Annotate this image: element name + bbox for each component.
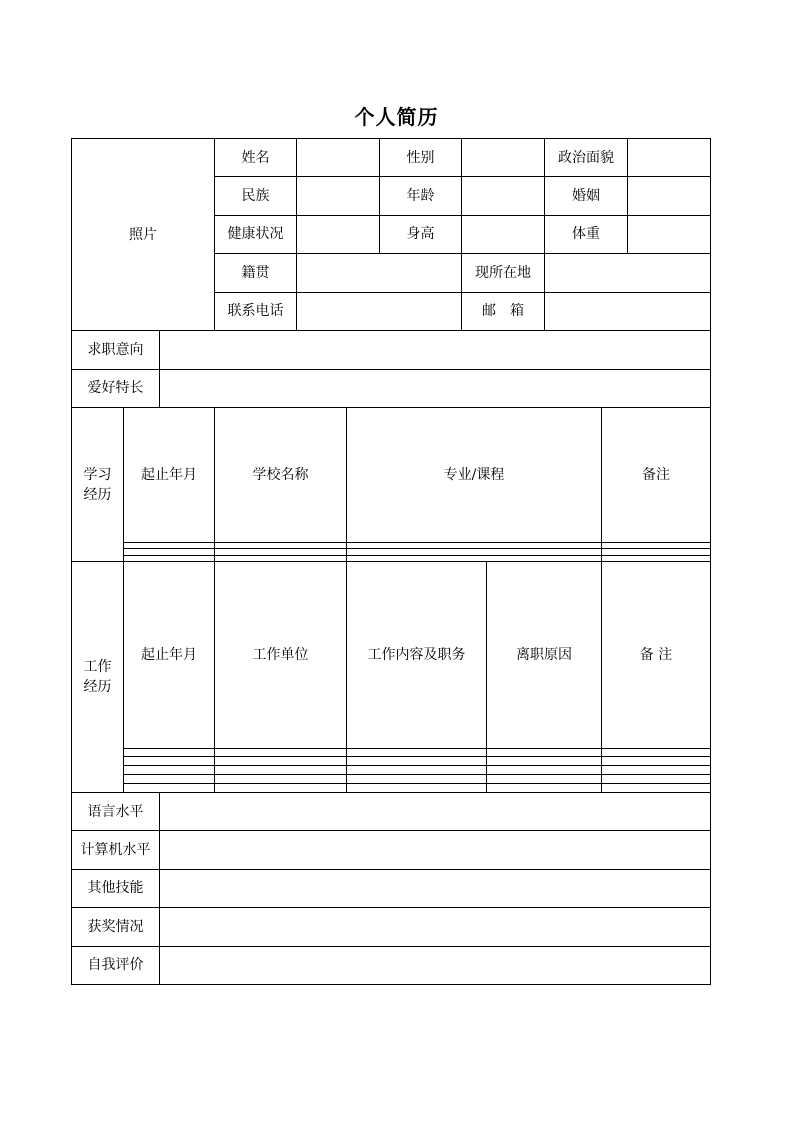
- ethnicity-field[interactable]: [297, 177, 380, 215]
- work-period-cell[interactable]: [124, 757, 215, 766]
- table-row: [72, 757, 711, 766]
- edu-header-notes: 备注: [602, 408, 711, 543]
- work-leave-reason-cell[interactable]: [487, 774, 602, 783]
- table-row: [72, 774, 711, 783]
- awards-field[interactable]: [160, 908, 711, 946]
- name-label: 姓名: [215, 139, 297, 177]
- marital-label: 婚姻: [545, 177, 628, 215]
- work-period-cell[interactable]: [124, 774, 215, 783]
- work-header-period: 起止年月: [124, 562, 215, 749]
- work-company-cell[interactable]: [215, 748, 347, 757]
- age-label: 年龄: [380, 177, 462, 215]
- marital-field[interactable]: [628, 177, 711, 215]
- hobbies-field[interactable]: [160, 369, 711, 408]
- awards-label: 获奖情况: [72, 908, 160, 946]
- ethnicity-label: 民族: [215, 177, 297, 215]
- gender-field[interactable]: [462, 139, 545, 177]
- work-table: [71, 561, 711, 793]
- work-period-cell[interactable]: [124, 766, 215, 775]
- age-field[interactable]: [462, 177, 545, 215]
- residence-label: 现所在地: [462, 254, 545, 292]
- work-notes-cell[interactable]: [602, 766, 711, 775]
- intent-table: [71, 330, 711, 408]
- page-title: 个人简历: [354, 105, 439, 129]
- work-company-cell[interactable]: [215, 766, 347, 775]
- self-eval-label: 自我评价: [72, 946, 160, 984]
- work-notes-cell[interactable]: [602, 774, 711, 783]
- computer-field[interactable]: [160, 831, 711, 869]
- name-field[interactable]: [297, 139, 380, 177]
- work-company-cell[interactable]: [215, 774, 347, 783]
- work-duties-cell[interactable]: [347, 757, 487, 766]
- work-header-company: 工作单位: [215, 562, 347, 749]
- height-field[interactable]: [462, 215, 545, 253]
- phone-label: 联系电话: [215, 292, 297, 330]
- work-duties-cell[interactable]: [347, 774, 487, 783]
- edu-header-period: 起止年月: [124, 408, 215, 543]
- political-label: 政治面貌: [545, 139, 628, 177]
- job-intent-label: 求职意向: [72, 331, 160, 370]
- table-row: [72, 766, 711, 775]
- self-eval-field[interactable]: [160, 946, 711, 984]
- other-skills-label: 其他技能: [72, 869, 160, 907]
- native-label: 籍贯: [215, 254, 297, 292]
- height-label: 身高: [380, 215, 462, 253]
- table-row: [72, 748, 711, 757]
- extra-table: [71, 792, 711, 985]
- email-field[interactable]: [545, 292, 711, 330]
- gender-label: 性别: [380, 139, 462, 177]
- residence-field[interactable]: [545, 254, 711, 292]
- native-field[interactable]: [297, 254, 462, 292]
- work-leave-reason-cell[interactable]: [487, 766, 602, 775]
- language-label: 语言水平: [72, 793, 160, 831]
- job-intent-field[interactable]: [160, 331, 711, 370]
- other-skills-field[interactable]: [160, 869, 711, 907]
- basic-info-table: [71, 138, 711, 331]
- email-label: 邮 箱: [462, 292, 545, 330]
- work-label-line2: 经历: [83, 679, 112, 695]
- work-label-line1: 工作: [83, 659, 112, 675]
- work-header-duties: 工作内容及职务: [347, 562, 487, 749]
- photo-cell[interactable]: 照片: [72, 139, 215, 331]
- education-label-line2: 经历: [83, 486, 112, 503]
- education-section-label: [72, 408, 124, 562]
- weight-label: 体重: [545, 215, 628, 253]
- edu-header-major: 专业/课程: [347, 408, 602, 543]
- education-label-line1: 学习: [83, 466, 112, 483]
- work-duties-cell[interactable]: [347, 748, 487, 757]
- work-header-leave-reason: 离职原因: [487, 562, 602, 749]
- work-period-cell[interactable]: [124, 748, 215, 757]
- weight-field[interactable]: [628, 215, 711, 253]
- hobbies-label: 爱好特长: [72, 369, 160, 408]
- work-leave-reason-cell[interactable]: [487, 748, 602, 757]
- work-notes-cell[interactable]: [602, 757, 711, 766]
- education-table: [71, 407, 711, 562]
- work-header-notes: 备 注: [602, 562, 711, 749]
- work-company-cell[interactable]: [215, 757, 347, 766]
- work-duties-cell[interactable]: [347, 766, 487, 775]
- work-leave-reason-cell[interactable]: [487, 757, 602, 766]
- political-field[interactable]: [628, 139, 711, 177]
- edu-header-school: 学校名称: [215, 408, 347, 543]
- phone-field[interactable]: [297, 292, 462, 330]
- health-field[interactable]: [297, 215, 380, 253]
- work-notes-cell[interactable]: [602, 748, 711, 757]
- language-field[interactable]: [160, 793, 711, 831]
- health-label: 健康状况: [215, 215, 297, 253]
- work-section-label: [72, 562, 124, 793]
- computer-label: 计算机水平: [72, 831, 160, 869]
